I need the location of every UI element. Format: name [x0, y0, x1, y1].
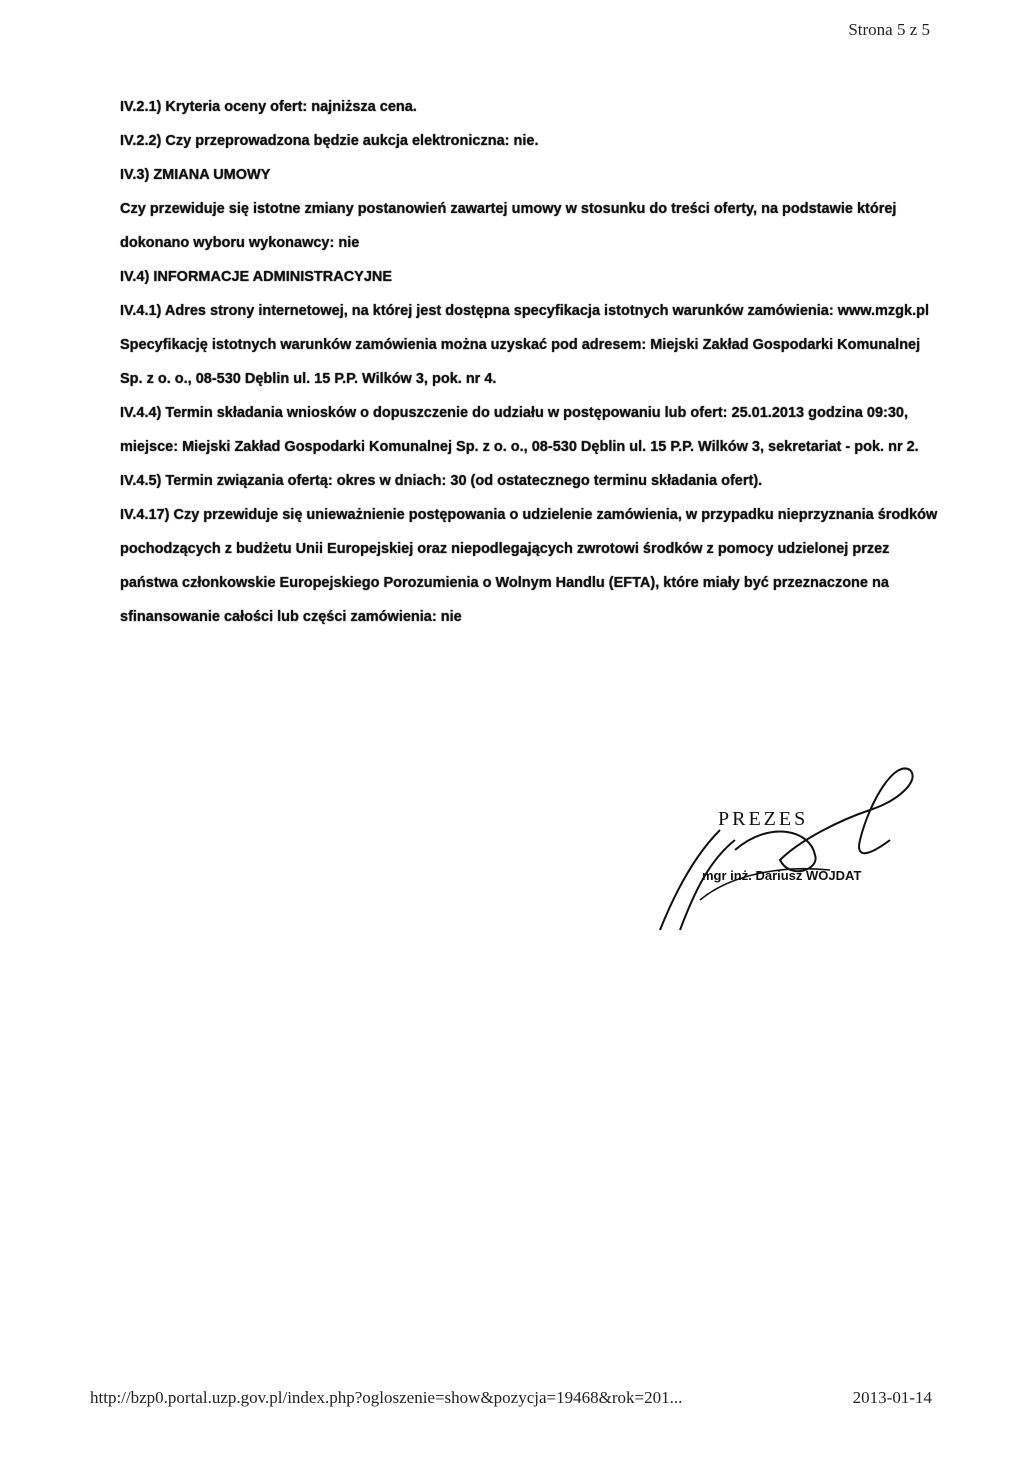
signature-stamp: [640, 760, 940, 960]
section-iv-2-1: IV.2.1) Kryteria oceny ofert: najniższa cena.: [120, 99, 417, 115]
section-iv-4-1: IV.4.1) Adres strony internetowej, na której jest dostępna specyfikacja istotnych warunków zamówienia: www.mzgk.pl: [120, 303, 929, 319]
page-number: Strona 5 z 5: [848, 20, 930, 39]
specification-address: Specyfikację istotnych warunków zamówienia można uzyskać pod adresem: Miejski Zakład Gospodarki Komunalnej Sp. z o. o., 08-530 Dęblin ul. 15 P.P. Wilków 3, pok. nr 4.: [120, 337, 921, 387]
section-iv-4-heading: IV.4) INFORMACJE ADMINISTRACYJNE: [120, 269, 393, 285]
footer-date: 2013-01-14: [852, 1388, 932, 1407]
handwritten-signature: [640, 760, 940, 960]
section-iv-4-17: IV.4.17) Czy przewiduje się unieważnienie postępowania o udzielenie zamówienia, w przypadku nieprzyznania środków pochodzących z budżetu Unii Europejskiej oraz niepodlegających zwrotowi środków z pomocy udzielonej przez państwa członkowskie Europejskiego Porozumienia o Wolnym Handlu (EFTA), które miały być przeznaczone na sfinansowanie całości lub części zamówienia: nie: [120, 507, 938, 625]
footer-url: http://bzp0.portal.uzp.gov.pl/index.php?ogloszenie=show&pozycja=19468&rok=201...: [90, 1388, 683, 1407]
section-iv-2-2: IV.2.2) Czy przeprowadzona będzie aukcja elektroniczna: nie.: [120, 133, 539, 149]
document-body: [120, 90, 940, 634]
section-iv-4-5: IV.4.5) Termin związania ofertą: okres w dniach: 30 (od ostatecznego terminu składania ofert).: [120, 473, 763, 489]
stamp-title: PREZES: [718, 808, 809, 830]
section-iv-3-heading: IV.3) ZMIANA UMOWY: [120, 167, 271, 183]
stamp-name: mgr inż. Dariusz WOJDAT: [702, 868, 862, 883]
section-iv-4-4: IV.4.4) Termin składania wniosków o dopuszczenie do udziału w postępowaniu lub ofert: 25.01.2013 godzina 09:30, miejsce: Miejski Zakład Gospodarki Komunalnej Sp. z o. o., 08-530 Dęblin ul. 15 P.P. Wilków 3, sekretariat - pok. nr 2.: [120, 405, 919, 455]
contract-change-question: Czy przewiduje się istotne zmiany postanowień zawartej umowy w stosunku do treści oferty, na podstawie której dokonano wyboru wykonawcy: nie: [120, 201, 897, 251]
